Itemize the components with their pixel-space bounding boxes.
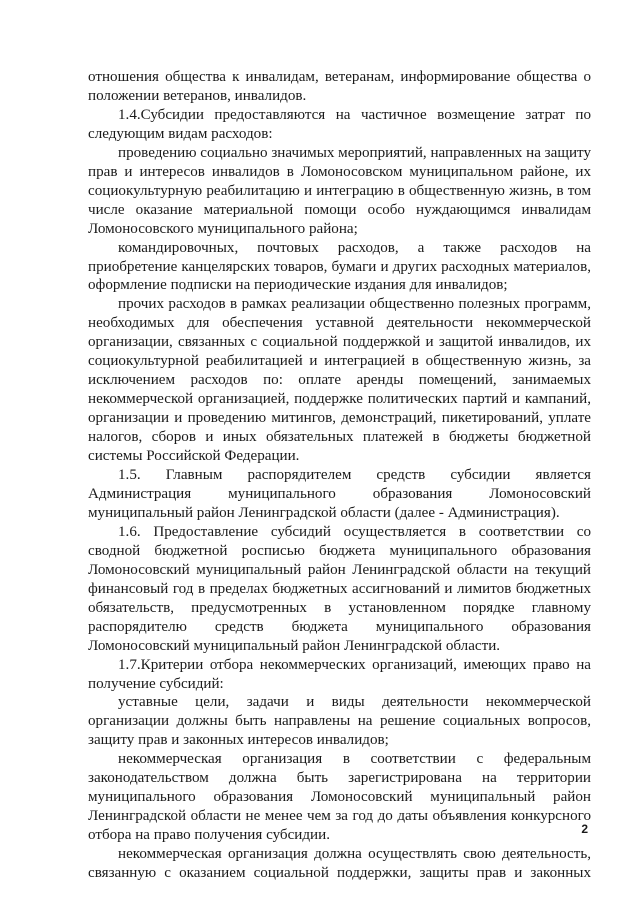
- paragraph-activity: некоммерческая организация должна осуществлять свою деятельность, связанную с оказанием социальной поддержки, защиты прав и законных: [88, 846, 591, 882]
- paragraph-social-events: проведению социально значимых мероприятий, направленных на защиту прав и интересов инвалидов в Ломоносовском муниципальном районе, их социокультурную реабилитацию и интеграцию в общественную жизнь, в том числе оказание материальной помощи особо нуждающимся инвалидам Ломоносовского муниципального района;: [88, 144, 591, 237]
- paragraph-other-expenses: прочих расходов в рамках реализации общественно полезных программ, необходимых для обеспечения уставной деятельности некоммерческой организации, связанных с социальной поддержкой и защитой инвалидов, их социокультурной реабилитацией и интеграцией в общественную жизнь, за исключением расходов по: оплате аренды помещений, занимаемых некоммерческой организацией, поддержке политических партий и кампаний, организации и проведению митингов, демонстраций, пикетирований, уплате налогов, сборов и иных обязательных платежей в бюджеты бюджетной системы Российской Федерации.: [88, 296, 591, 465]
- paragraph-statutory-goals: уставные цели, задачи и виды деятельности некоммерческой организации должны быть направлены на решение социальных вопросов, защиту прав и законных интересов инвалидов;: [88, 694, 591, 749]
- paragraph-travel-expenses: командировочных, почтовых расходов, а также расходов на приобретение канцелярских товаров, бумаги и других расходных материалов, оформление подписки на периодические издания для инвалидов;: [88, 239, 591, 294]
- paragraph-continuation: отношения общества к инвалидам, ветеранам, информирование общества о положении ветеранов, инвалидов.: [88, 69, 591, 104]
- paragraph-1-5: 1.5. Главным распорядителем средств субсидии является Администрация муниципального образования Ломоносовский муниципальный район Ленинградской области (далее - Администрация).: [88, 467, 591, 521]
- body-text: [88, 68, 591, 883]
- page-number: 2: [581, 822, 588, 836]
- paragraph-1-4: 1.4.Субсидии предоставляются на частичное возмещение затрат по следующим видам расходов:: [88, 106, 591, 142]
- paragraph-1-7: 1.7.Критерии отбора некоммерческих организаций, имеющих право на получение субсидий:: [88, 656, 591, 692]
- paragraph-registration: некоммерческая организация в соответствии с федеральным законодательством должна быть зарегистрирована на территории муниципального образования Ломоносовский муниципальный район Ленинградской области не менее чем за год до даты объявления конкурсного отбора на право получения субсидии.: [88, 751, 591, 844]
- paragraph-1-6: 1.6. Предоставление субсидий осуществляется в соответствии со сводной бюджетной росписью бюджета муниципального образования Ломоносовский муниципальный район Ленинградской области на текущий финансовый год в пределах бюджетных ассигнований и лимитов бюджетных обязательств, предусмотренных в установленном порядке главному распорядителю средств бюджета муниципального образования Ломоносовский муниципальный район Ленинградской области.: [88, 523, 591, 654]
